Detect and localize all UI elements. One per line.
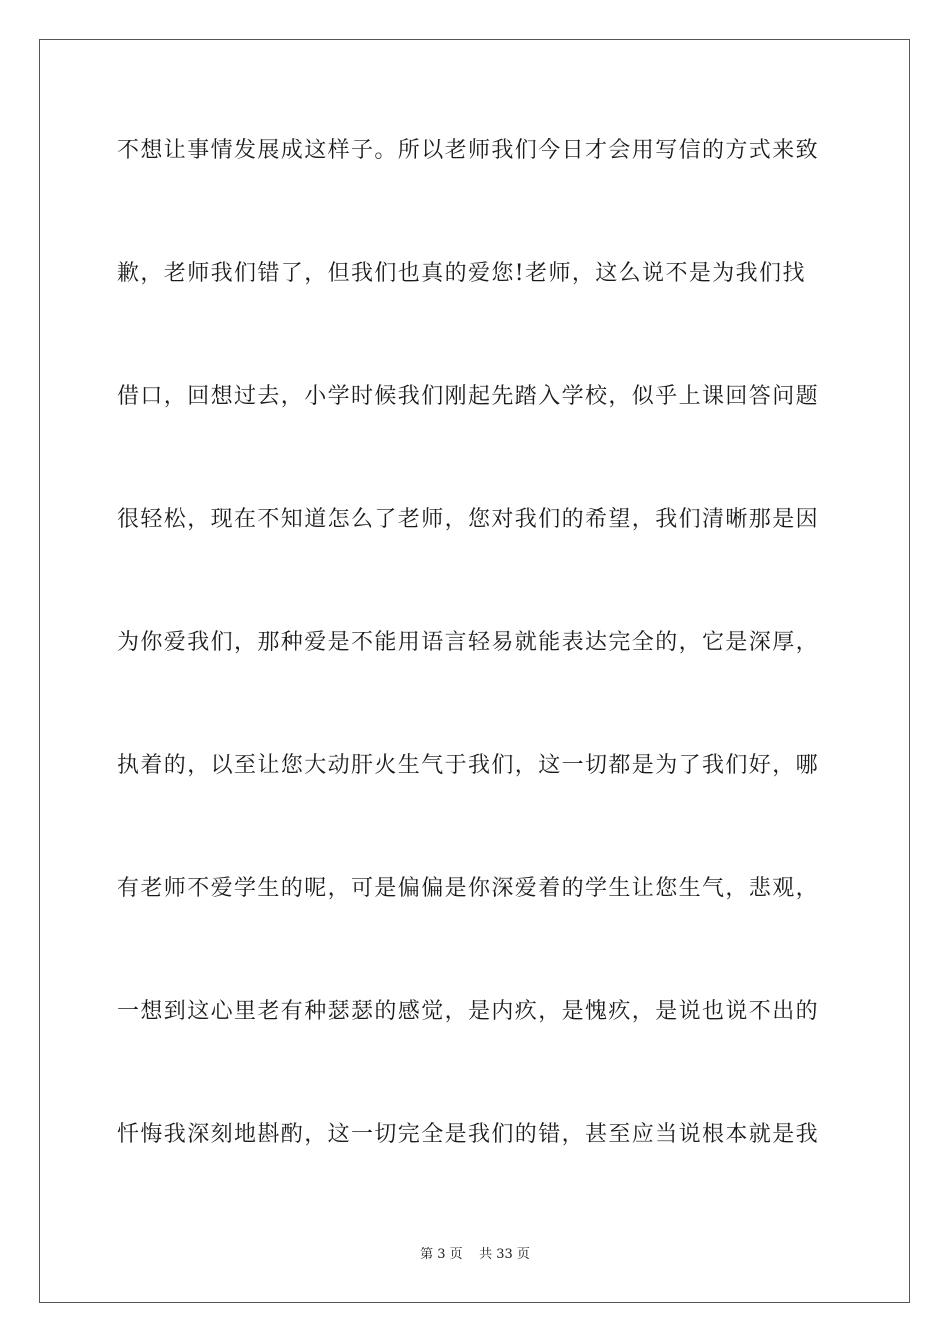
body-line-5: 为你爱我们，那种爱是不能用语言轻易就能表达完全的，它是深厚， bbox=[117, 630, 820, 655]
body-line-8: 一想到这心里老有种瑟瑟的感觉，是内疚，是愧疚，是说也说不出的 bbox=[117, 999, 820, 1024]
body-line-3: 借口，回想过去，小学时候我们刚起先踏入学校，似乎上课回答问题 bbox=[117, 384, 820, 409]
body-line-7: 有老师不爱学生的呢，可是偏偏是你深爱着的学生让您生气，悲观， bbox=[117, 876, 820, 901]
page-border bbox=[39, 39, 910, 1303]
body-line-2: 歉，老师我们错了，但我们也真的爱您!老师，这么说不是为我们找 bbox=[117, 261, 806, 286]
body-line-6: 执着的，以至让您大动肝火生气于我们，这一切都是为了我们好，哪 bbox=[117, 753, 820, 778]
body-line-1: 不想让事情发展成这样子。所以老师我们今日才会用写信的方式来致 bbox=[117, 138, 820, 163]
page-number-footer: 第 3 页 共 33 页 bbox=[420, 1247, 530, 1262]
body-line-9: 忏悔我深刻地斟酌，这一切完全是我们的错，甚至应当说根本就是我 bbox=[117, 1122, 820, 1147]
body-line-4: 很轻松，现在不知道怎么了老师，您对我们的希望，我们清晰那是因 bbox=[117, 507, 820, 532]
